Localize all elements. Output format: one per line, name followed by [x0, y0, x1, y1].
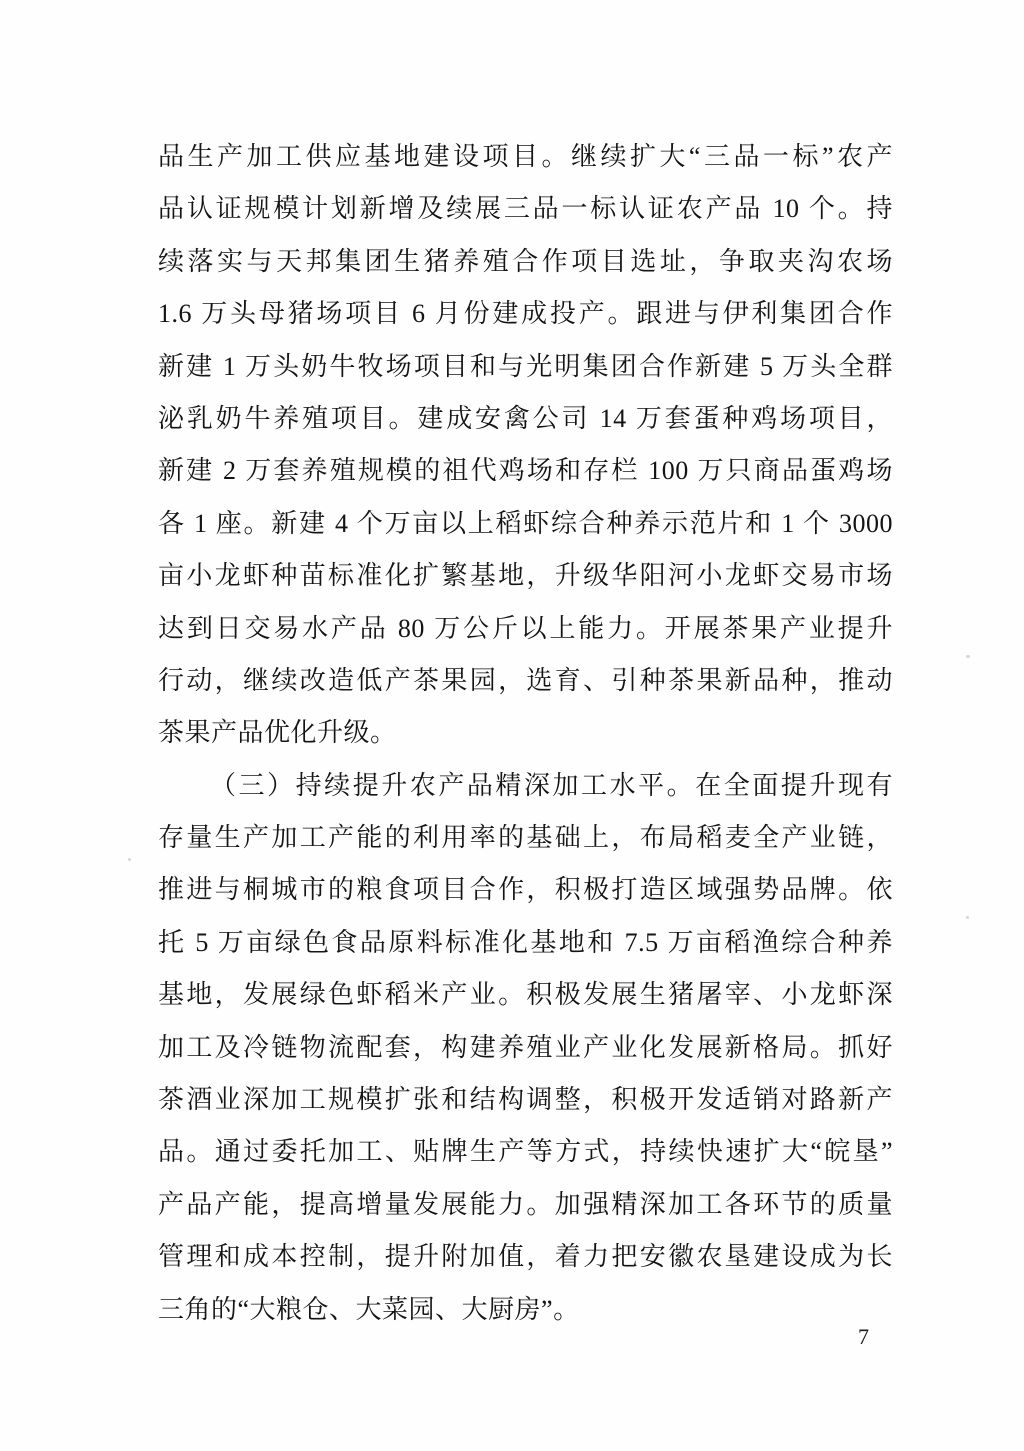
text-line: 茶酒业深加工规模扩张和结构调整，积极开发适销对路新产 [158, 1085, 893, 1115]
scan-speck [966, 916, 969, 919]
text-line: 亩小龙虾种苗标准化扩繁基地，升级华阳河小龙虾交易市场 [158, 561, 893, 591]
text-line: 品生产加工供应基地建设项目。继续扩大“三品一标”农产 [158, 142, 893, 171]
text-line: 推进与桐城市的粮食项目合作，积极打造区域强势品牌。依 [158, 875, 893, 905]
scan-speck [128, 858, 131, 861]
text-line: 新建 2 万套养殖规模的祖代鸡场和存栏 100 万只商品蛋鸡场 [158, 456, 893, 486]
paragraph-end-line: 三角的“大粮仓、大菜园、大厨房”。 [158, 1294, 580, 1324]
text-line: 基地，发展绿色虾稻米产业。积极发展生猪屠宰、小龙虾深 [158, 980, 893, 1010]
body-text [158, 131, 893, 1336]
text-line: 加工及冷链物流配套，构建养殖业产业化发展新格局。抓好 [158, 1032, 893, 1062]
text-line: 达到日交易水产品 80 万公斤以上能力。开展茶果产业提升 [158, 613, 893, 643]
text-line: 存量生产加工产能的利用率的基础上，布局稻麦全产业链， [158, 823, 893, 853]
text-line: 托 5 万亩绿色食品原料标准化基地和 7.5 万亩稻渔综合种养 [158, 927, 893, 957]
text-line: 品认证规模计划新增及续展三品一标认证农产品 10 个。持 [158, 194, 893, 224]
text-line: 品。通过委托加工、贴牌生产等方式，持续快速扩大“皖垦” [158, 1137, 893, 1167]
text-line: 行动，继续改造低产茶果园，选育、引种茶果新品种，推动 [158, 665, 893, 695]
section-heading-line: （三）持续提升农产品精深加工水平。在全面提升现有 [210, 770, 893, 800]
text-line: 管理和成本控制，提升附加值，着力把安徽农垦建设成为长 [158, 1242, 893, 1272]
paragraph-end-line: 茶果产品优化升级。 [158, 718, 397, 748]
text-line: 泌乳奶牛养殖项目。建成安禽公司 14 万套蛋种鸡场项目， [158, 403, 893, 433]
text-line: 新建 1 万头奶牛牧场项目和与光明集团合作新建 5 万头全群 [158, 351, 893, 381]
page-number: 7 [858, 1324, 869, 1349]
text-line: 产品产能，提高增量发展能力。加强精深加工各环节的质量 [158, 1189, 893, 1219]
text-line: 1.6 万头母猪场项目 6 月份建成投产。跟进与伊利集团合作 [158, 299, 893, 329]
text-line: 续落实与天邦集团生猪养殖合作项目选址，争取夹沟农场 [158, 246, 893, 276]
text-line: 各 1 座。新建 4 个万亩以上稻虾综合种养示范片和 1 个 3000 [158, 508, 893, 538]
scan-speck [966, 655, 970, 658]
